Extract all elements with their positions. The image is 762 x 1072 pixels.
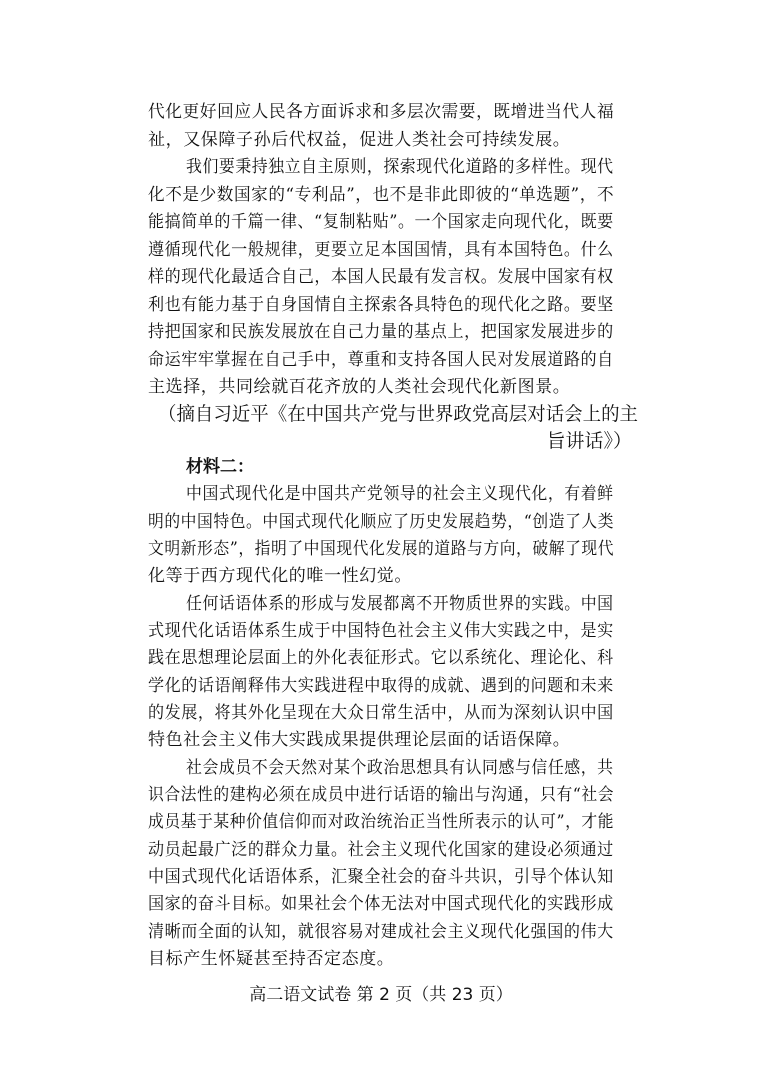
text-line: 清晰而全面的认知，就很容易对建成社会主义现代化强国的伟大 (148, 922, 614, 942)
text-line: 主选择，共同绘就百花齐放的人类社会现代化新图景。 (148, 377, 571, 397)
text-line: 遵循现代化一般规律，更要立足本国国情，具有本国特色。什么 (148, 240, 614, 260)
text-line: 目标产生怀疑甚至持否定态度。 (148, 949, 395, 969)
text-line: 代化更好回应人民各方面诉求和多层次需要，既增进当代人福 (148, 102, 615, 122)
text-line: 化等于西方现代化的唯一性幻觉。 (148, 566, 412, 586)
text-line: 利也有能力基于自身国情自主探索各具特色的现代化之路。要坚 (148, 295, 614, 315)
text-line: 能搞简单的千篇一律、“复制粘贴”。一个国家走向现代化，既要 (148, 212, 614, 232)
text-line: 识合法性的建构必须在成员中进行话语的输出与沟通，只有“社会 (148, 785, 615, 805)
text-line: 我们要秉持独立自主原则，探索现代化道路的多样性。现代 (186, 157, 614, 177)
text-line: 任何话语体系的形成与发展都离不开物质世界的实践。中国 (186, 594, 614, 614)
page-footer: 高二语文试卷 第 2 页（共 23 页） (249, 985, 513, 1005)
text-line: 学化的话语阐释伟大实践进程中取得的成就、遇到的问题和未来 (148, 676, 614, 696)
text-line: 践在思想理论层面上的外化表征形式。它以系统化、理论化、科 (148, 648, 614, 668)
text-line: 明的中国特色。中国式现代化顺应了历史发展趋势，“创造了人类 (148, 512, 615, 532)
citation-line: （摘自习近平《在中国共产党与世界政党高层对话会上的主 (158, 403, 639, 425)
text-line: 中国式现代化话语体系，汇聚全社会的奋斗共识，引导个体认知 (148, 867, 614, 887)
material-two-heading: 材料二： (186, 457, 254, 477)
text-line: 命运牢牢掌握在自己手中，尊重和支持各国人民对发展道路的自 (148, 350, 614, 370)
text-line: 祉，又保障子孙后代权益，促进人类社会可持续发展。 (148, 130, 571, 150)
text-line: 特色社会主义伟大实践成果提供理论层面的话语保障。 (148, 730, 571, 750)
text-line: 化不是少数国家的“专利品”，也不是非此即彼的“单选题”，不 (148, 185, 615, 205)
text-line: 文明新形态”，指明了中国现代化发展的道路与方向，破解了现代 (148, 539, 615, 559)
text-line: 的发展，将其外化呈现在大众日常生活中，从而为深刻认识中国 (148, 703, 614, 723)
text-line: 持把国家和民族发展放在自己力量的基点上，把国家发展进步的 (148, 322, 614, 342)
text-line: 样的现代化最适合自己，本国人民最有发言权。发展中国家有权 (148, 267, 614, 287)
citation-line: 旨讲话》） (546, 430, 632, 452)
text-line: 中国式现代化是中国共产党领导的社会主义现代化，有着鲜 (186, 484, 614, 504)
text-line: 式现代化话语体系生成于中国特色社会主义伟大实践之中，是实 (148, 621, 614, 641)
text-line: 社会成员不会天然对某个政治思想具有认同感与信任感，共 (186, 758, 614, 778)
text-line: 动员起最广泛的群众力量。社会主义现代化国家的建设必须通过 (148, 840, 614, 860)
text-line: 成员基于某种价值信仰而对政治统治正当性所表示的认可”，才能 (148, 812, 615, 832)
text-line: 国家的奋斗目标。如果社会个体无法对中国式现代化的实践形成 (148, 894, 614, 914)
